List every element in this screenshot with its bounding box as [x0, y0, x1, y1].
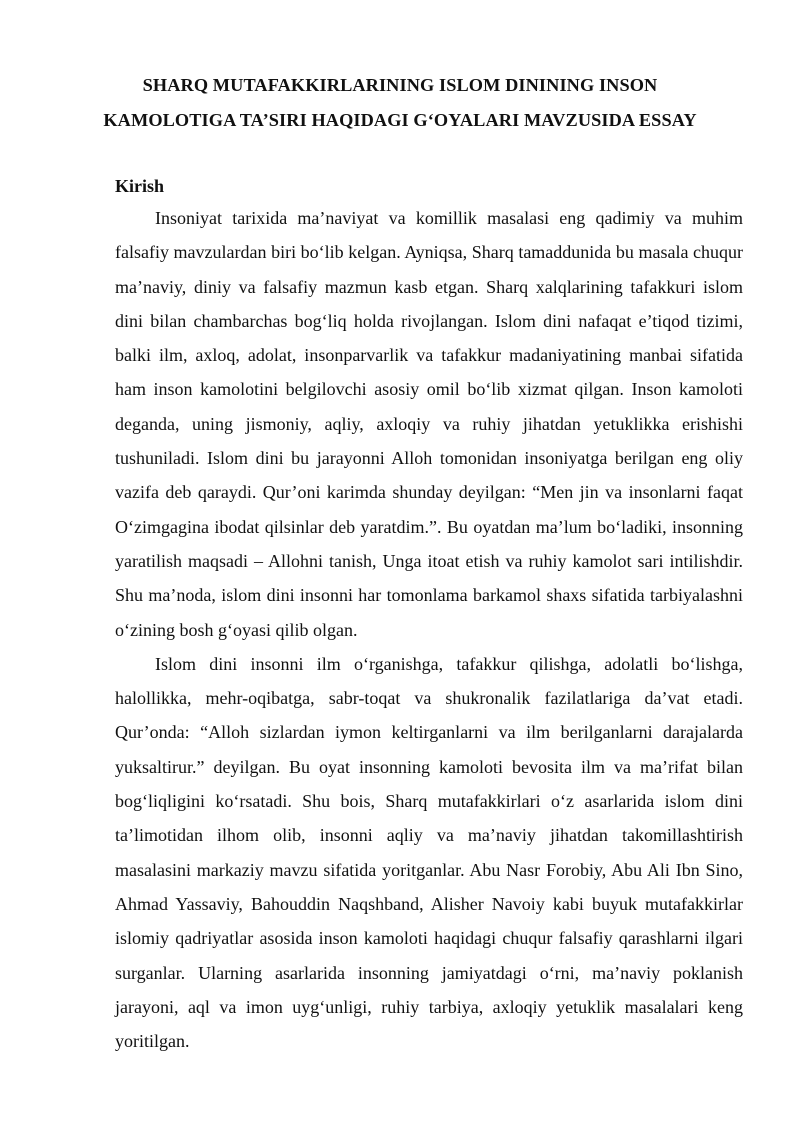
document-title — [90, 68, 710, 138]
title-line-2: KAMOLOTIGA TA’SIRI HAQIDAGI G‘OYALARI MAVZUSIDA ESSAY — [103, 110, 697, 130]
title-line-1: SHARQ MUTAFAKKIRLARINING ISLOM DININING INSON — [142, 75, 658, 95]
paragraph-2: Islom dini insonni ilm o‘rganishga, tafakkur qilishga, adolatli bo‘lishga, halollikka, mehr-oqibatga, sabr-toqat va shukronalik fazilatlariga da’vat etadi. Qur’onda: “Alloh sizlardan iymon keltirganlarni va ilm berilganlarni darajalarda yuksaltirur.” deyilgan. Bu oyat insonning kamoloti bevosita ilm va ma’rifat bilan bog‘liqligini ko‘rsatadi. Shu bois, Sharq mutafakkirlari o‘z asarlarida islom dini ta’limotidan ilhom olib, insonni aqliy va ma’naviy jihatdan takomillashtirish masalasini markaziy mavzu sifatida yoritganlar. Abu Nasr Forobiy, Abu Ali Ibn Sino, Ahmad Yassaviy, Bahouddin Naqshband, Alisher Navoiy kabi buyuk mutafakkirlar islomiy qadriyatlar asosida inson kamoloti haqidagi chuqur falsafiy qarashlarni ilgari surganlar. Ularning asarlarida insonning jamiyatdagi o‘rni, ma’naviy poklanish jarayoni, aql va imon uyg‘unligi, ruhiy tarbiya, axloqiy yetuklik masalalari keng yoritilgan. — [115, 653, 743, 1052]
section-heading: Kirish — [115, 176, 165, 196]
paragraph-1: Insoniyat tarixida ma’naviyat va komillik masalasi eng qadimiy va muhim falsafiy mavzulardan biri bo‘lib kelgan. Ayniqsa, Sharq tamaddunida bu masala chuqur ma’naviy, diniy va falsafiy mazmun kasb etgan. Sharq xalqlarining tafakkuri islom dini bilan chambarchas bog‘liq holda rivojlangan. Islom dini nafaqat e’tiqod tizimi, balki ilm, axloq, adolat, insonparvarlik va tafakkur madaniyatining manbai sifatida ham inson kamolotini belgilovchi asosiy omil bo‘lib xizmat qilgan. Inson kamoloti deganda, uning jismoniy, aqliy, axloqiy va ruhiy jihatdan yetuklikka erishishi tushuniladi. Islom dini bu jarayonni Alloh tomonidan insoniyatga berilgan eng oliy vazifa deb qaraydi. Qur’oni karimda shunday deyilgan: “Men jin va insonlarni faqat O‘zimgagina ibodat qilsinlar deb yaratdim.”. Bu oyatdan ma’lum bo‘ladiki, insonning yaratilish maqsadi – Allohni tanish, Unga itoat etish va ruhiy kamolot sari intilishdir. Shu ma’noda, islom dini insonni har tomonlama barkamol shaxs sifatida tarbiyalashni o‘zining bosh g‘oyasi qilib olgan. — [115, 208, 743, 640]
document-body — [115, 201, 743, 1058]
